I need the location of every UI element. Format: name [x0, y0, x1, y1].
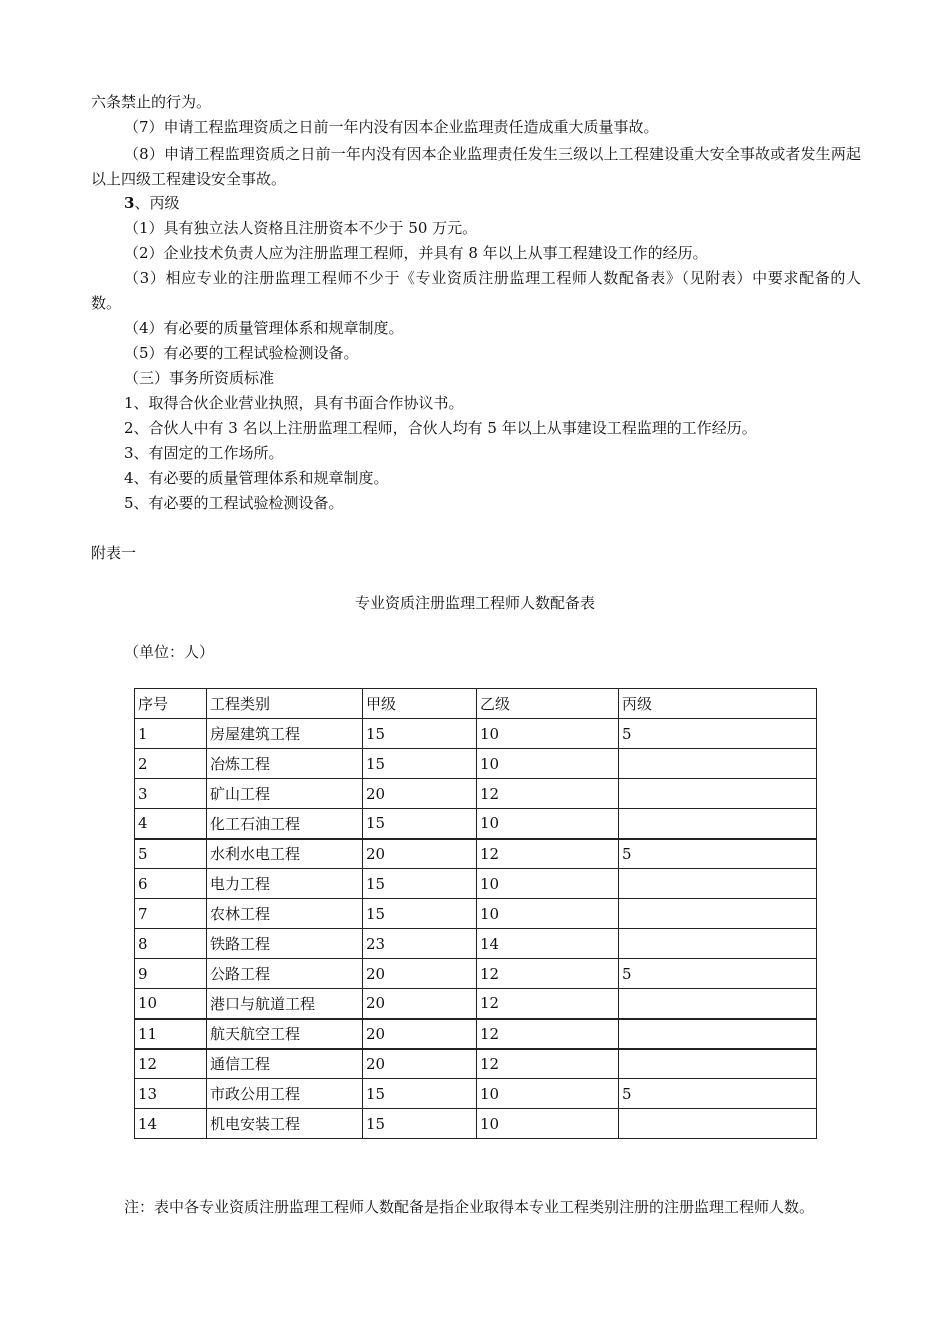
table-cell: 10 — [477, 1079, 619, 1109]
table-row — [135, 1019, 817, 1049]
unit-label: （单位：人） — [124, 643, 215, 661]
table-cell: 水利水电工程 — [207, 839, 363, 869]
table-cell: 13 — [135, 1079, 207, 1109]
table-row — [135, 959, 817, 989]
table-cell: 6 — [135, 869, 207, 899]
table-cell: 12 — [477, 779, 619, 809]
table-row — [135, 839, 817, 869]
table-cell: 5 — [135, 839, 207, 869]
table-cell: 港口与航道工程 — [207, 989, 363, 1019]
table-row — [135, 1049, 817, 1079]
table-cell: 10 — [477, 749, 619, 779]
table-cell: 12 — [477, 839, 619, 869]
text-line: （1）具有独立法人资格且注册资本不少于 50 万元。 — [124, 219, 478, 237]
table-cell — [619, 899, 817, 929]
table-cell: 5 — [619, 959, 817, 989]
table-cell: 20 — [363, 959, 477, 989]
appendix-label: 附表一 — [91, 544, 137, 562]
section-heading-level3 — [124, 193, 179, 213]
table-cell: 7 — [135, 899, 207, 929]
text-line: 六条禁止的行为。 — [91, 93, 212, 111]
table-row — [135, 719, 817, 749]
table-cell: 5 — [619, 1079, 817, 1109]
text-line: （7）申请工程监理资质之日前一年内没有因本企业监理责任造成重大质量事故。 — [124, 118, 659, 136]
table-cell — [619, 1019, 817, 1049]
table-cell: 冶炼工程 — [207, 749, 363, 779]
table-header-cell: 工程类别 — [207, 689, 363, 719]
table-cell: 10 — [477, 809, 619, 839]
table-cell: 10 — [477, 899, 619, 929]
table-cell: 化工石油工程 — [207, 809, 363, 839]
table-cell: 1 — [135, 719, 207, 749]
table-cell: 2 — [135, 749, 207, 779]
table-cell: 15 — [363, 809, 477, 839]
staffing-table — [134, 688, 817, 1139]
table-cell: 电力工程 — [207, 869, 363, 899]
table-cell: 20 — [363, 989, 477, 1019]
table-cell: 20 — [363, 839, 477, 869]
table-cell — [619, 1109, 817, 1139]
table-cell — [619, 1049, 817, 1079]
table-cell — [619, 989, 817, 1019]
section-heading-office: （三）事务所资质标准 — [124, 369, 275, 387]
table-row — [135, 1109, 817, 1139]
table-cell: 15 — [363, 749, 477, 779]
table-cell: 农林工程 — [207, 899, 363, 929]
table-cell: 15 — [363, 899, 477, 929]
table-header-cell: 乙级 — [477, 689, 619, 719]
table-row — [135, 989, 817, 1019]
table-cell: 8 — [135, 929, 207, 959]
table-cell: 5 — [619, 719, 817, 749]
table-cell: 14 — [135, 1109, 207, 1139]
heading-text: 、丙级 — [134, 194, 180, 212]
text-line: 1、取得合伙企业营业执照，具有书面合作协议书。 — [124, 394, 464, 412]
table-cell: 矿山工程 — [207, 779, 363, 809]
table-row — [135, 779, 817, 809]
table-cell: 房屋建筑工程 — [207, 719, 363, 749]
table-row — [135, 749, 817, 779]
table-cell: 15 — [363, 869, 477, 899]
table-cell: 12 — [477, 989, 619, 1019]
table-cell: 4 — [135, 809, 207, 839]
table-row — [135, 869, 817, 899]
heading-number: 3 — [124, 194, 135, 212]
paragraph-item-3: （3）相应专业的注册监理工程师不少于《专业资质注册监理工程师人数配备表》（见附表）中要求配备的人数。 — [91, 269, 861, 312]
text-line: 2、合伙人中有 3 名以上注册监理工程师，合伙人均有 5 年以上从事建设工程监理的工作经历。 — [124, 419, 757, 437]
table-title: 专业资质注册监理工程师人数配备表 — [354, 594, 595, 612]
table-cell: 10 — [477, 1109, 619, 1139]
table-body — [135, 689, 817, 1139]
table-cell: 14 — [477, 929, 619, 959]
table-cell: 20 — [363, 779, 477, 809]
table-cell — [619, 929, 817, 959]
table-cell: 20 — [363, 1019, 477, 1049]
table-header-cell: 序号 — [135, 689, 207, 719]
text-line: 4、有必要的质量管理体系和规章制度。 — [124, 469, 389, 487]
table-header-row — [135, 689, 817, 719]
table-cell: 11 — [135, 1019, 207, 1049]
table-cell: 12 — [135, 1049, 207, 1079]
table-cell: 10 — [135, 989, 207, 1019]
table-cell: 10 — [477, 719, 619, 749]
table-cell: 铁路工程 — [207, 929, 363, 959]
table-cell: 20 — [363, 1049, 477, 1079]
table-cell: 12 — [477, 959, 619, 989]
paragraph-item-8: （8）申请工程监理资质之日前一年内没有因本企业监理责任发生三级以上工程建设重大安全事故或者发生两起以上四级工程建设安全事故。 — [91, 145, 861, 188]
table-cell: 机电安装工程 — [207, 1109, 363, 1139]
table-cell: 23 — [363, 929, 477, 959]
table-cell: 通信工程 — [207, 1049, 363, 1079]
text-line: （4）有必要的质量管理体系和规章制度。 — [124, 319, 404, 337]
table-cell: 12 — [477, 1049, 619, 1079]
table-header-cell: 甲级 — [363, 689, 477, 719]
table-cell: 15 — [363, 1109, 477, 1139]
table-cell: 公路工程 — [207, 959, 363, 989]
table-cell: 12 — [477, 1019, 619, 1049]
table-row — [135, 1079, 817, 1109]
text-line: 3、有固定的工作场所。 — [124, 444, 284, 462]
table-row — [135, 899, 817, 929]
text-line: 5、有必要的工程试验检测设备。 — [124, 494, 344, 512]
table-row — [135, 809, 817, 839]
table-cell — [619, 749, 817, 779]
table-cell: 15 — [363, 1079, 477, 1109]
table-note: 注：表中各专业资质注册监理工程师人数配备是指企业取得本专业工程类别注册的注册监理工程师人数。 — [124, 1198, 815, 1216]
table-cell: 5 — [619, 839, 817, 869]
table-header-cell: 丙级 — [619, 689, 817, 719]
table-cell: 15 — [363, 719, 477, 749]
table-cell — [619, 869, 817, 899]
text-line: （5）有必要的工程试验检测设备。 — [124, 344, 359, 362]
table-cell: 10 — [477, 869, 619, 899]
table-cell: 9 — [135, 959, 207, 989]
table-row — [135, 929, 817, 959]
table-cell — [619, 779, 817, 809]
table-cell — [619, 809, 817, 839]
text-line: （2）企业技术负责人应为注册监理工程师，并具有 8 年以上从事工程建设工作的经历。 — [124, 244, 708, 262]
table-cell: 3 — [135, 779, 207, 809]
table-cell: 市政公用工程 — [207, 1079, 363, 1109]
table-cell: 航天航空工程 — [207, 1019, 363, 1049]
